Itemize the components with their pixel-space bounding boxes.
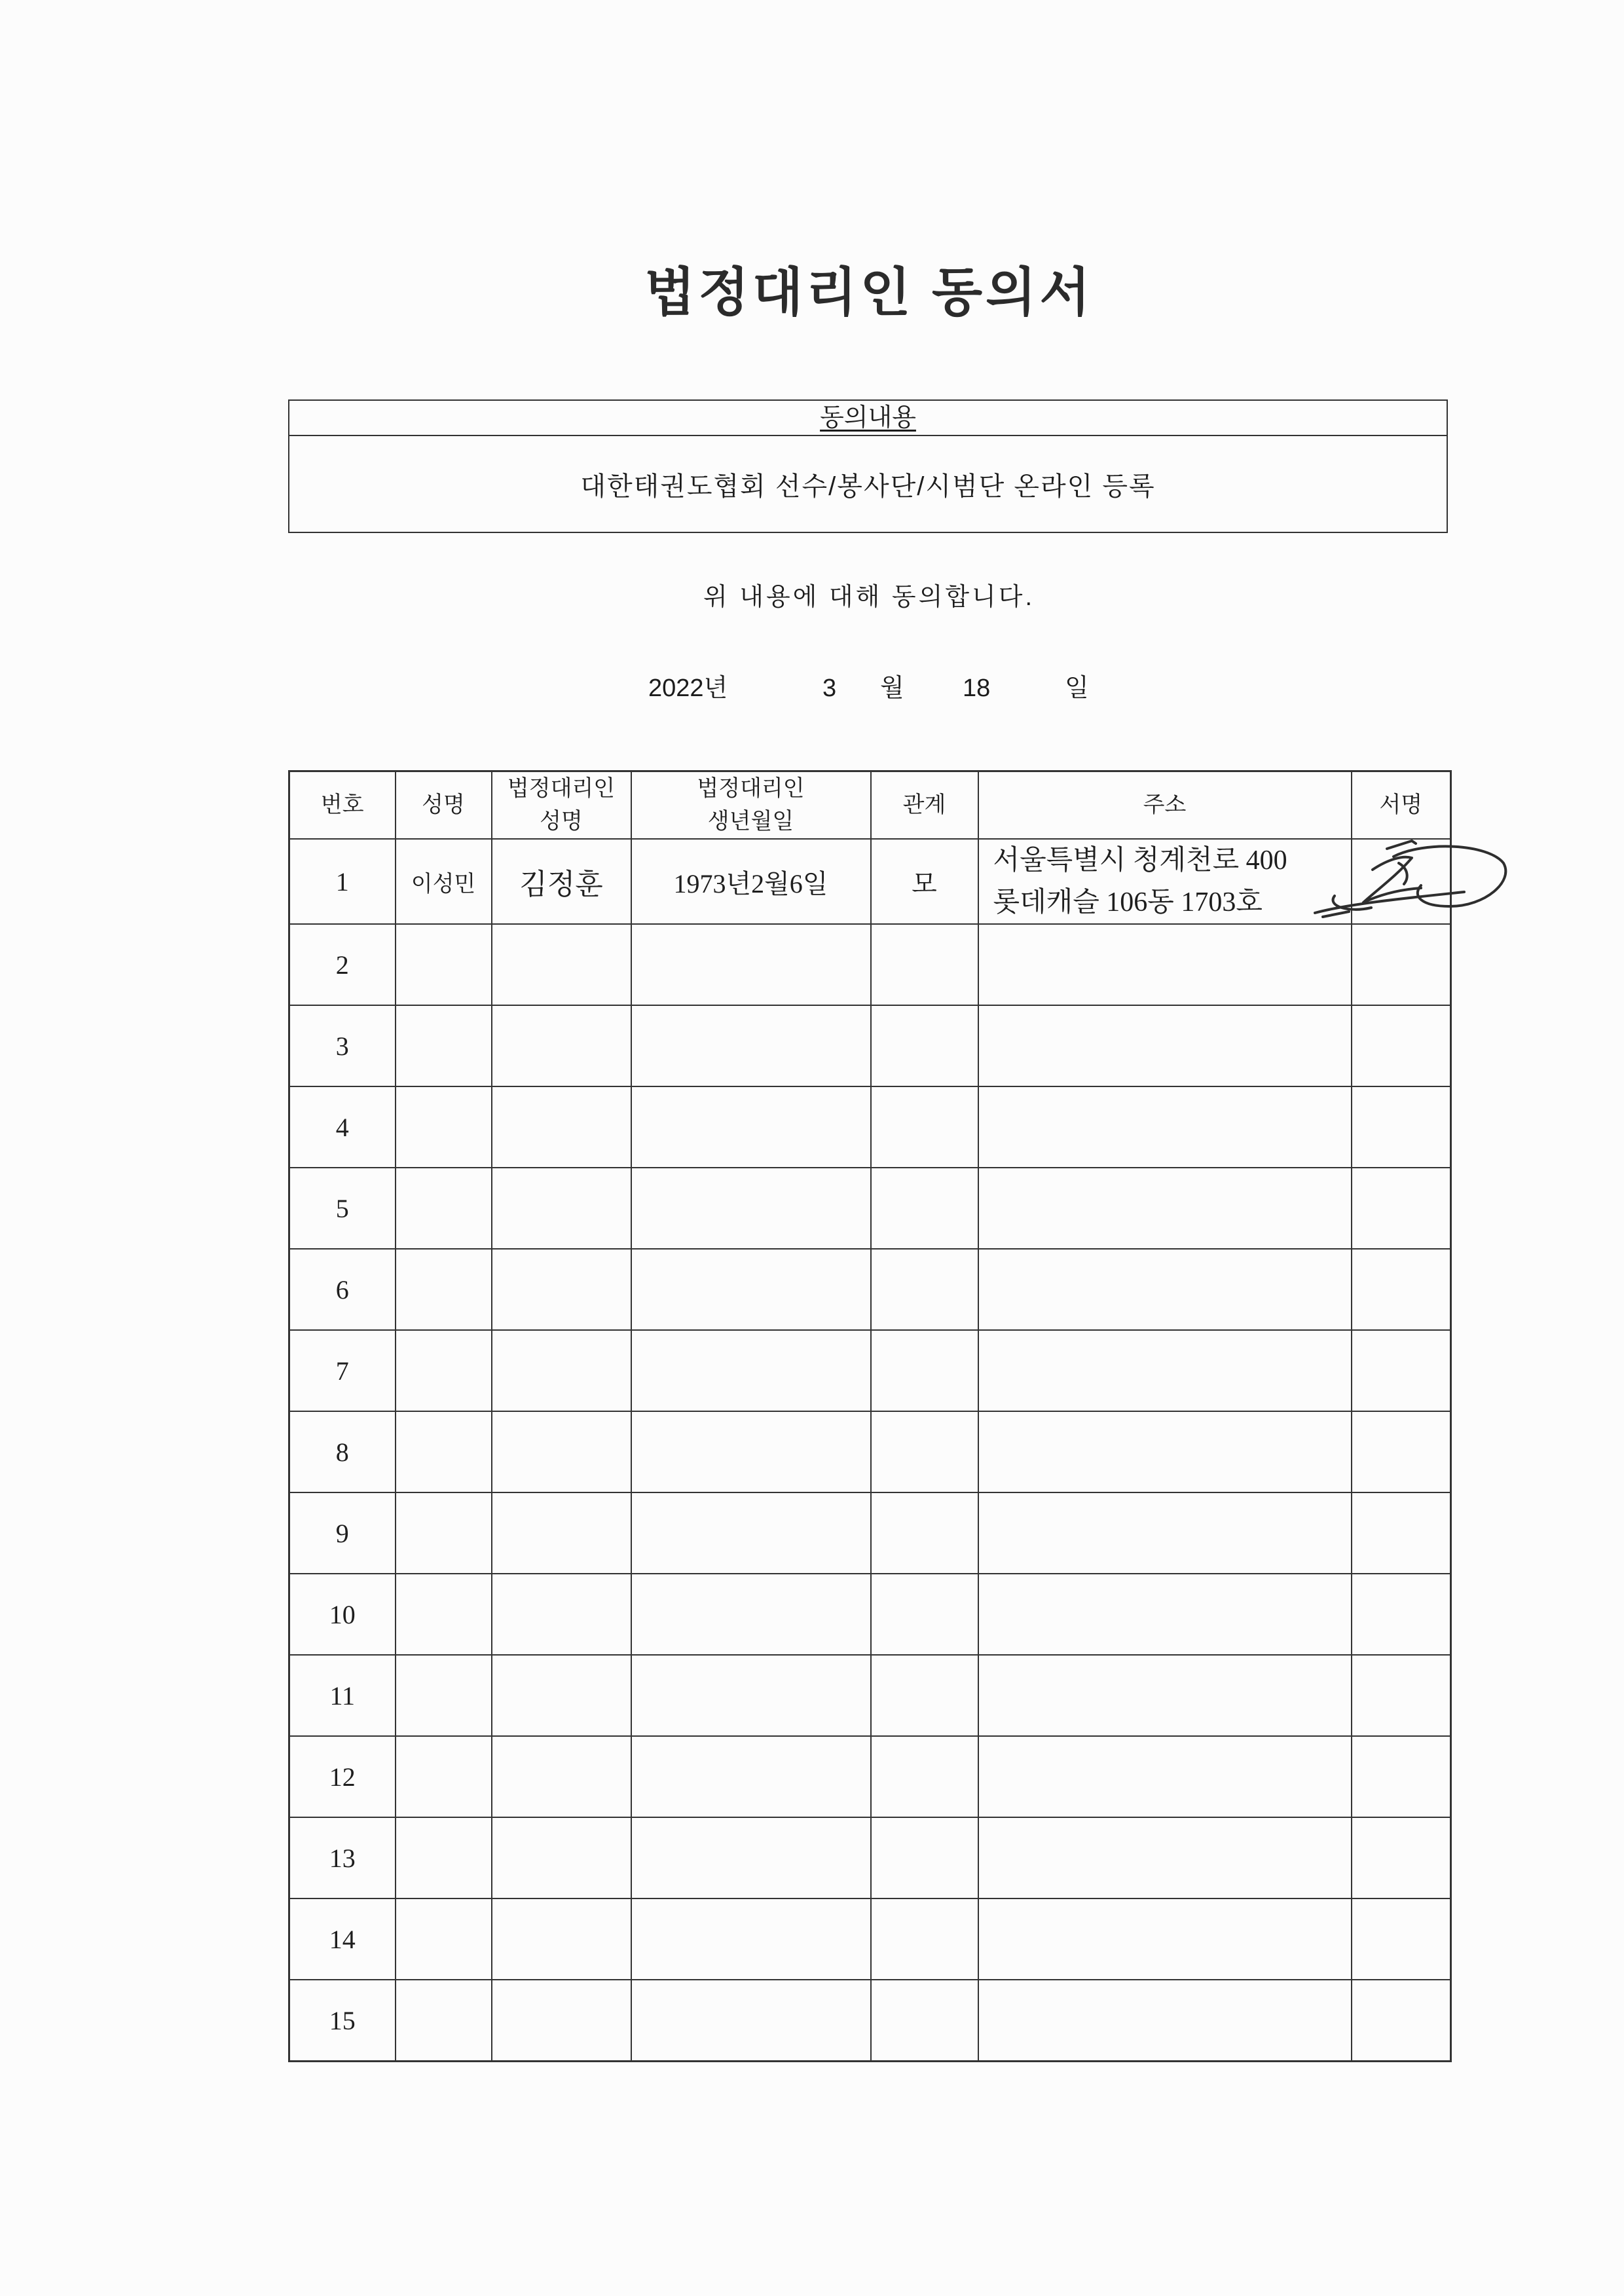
cell-address	[978, 1492, 1352, 1574]
cell-relation	[871, 1817, 978, 1898]
cell-guardian-name	[492, 1898, 631, 1980]
table-row	[289, 1898, 1451, 1980]
header-guardian-birthdate-line2: 생년월일	[707, 809, 794, 834]
table-row	[289, 1005, 1451, 1086]
header-guardian-birthdate	[631, 771, 871, 840]
cell-number: 8	[289, 1411, 396, 1492]
cell-relation	[871, 1980, 978, 2062]
cell-relation	[871, 1005, 978, 1086]
cell-signature	[1352, 1330, 1451, 1411]
cell-signature	[1352, 1898, 1451, 1980]
header-name	[396, 771, 492, 840]
header-guardian-name-line2: 성명	[540, 809, 583, 834]
header-number-label: 번호	[320, 792, 364, 817]
cell-guardian-name: 김정훈	[492, 839, 631, 924]
agreement-text: 위 내용에 대해 동의합니다.	[703, 583, 1035, 611]
cell-address	[978, 1736, 1352, 1817]
cell-number: 4	[289, 1086, 396, 1168]
cell-address	[978, 1086, 1352, 1168]
cell-guardian-name	[492, 1655, 631, 1736]
date-day: 18	[963, 675, 991, 702]
cell-signature	[1352, 1249, 1451, 1330]
cell-relation	[871, 1168, 978, 1249]
cell-name	[396, 1736, 492, 1817]
cell-guardian-name	[492, 1086, 631, 1168]
header-number	[289, 771, 396, 840]
address-line-1: 서울특별시 청계천로 400	[993, 845, 1287, 876]
consent-box	[288, 399, 1448, 533]
table-row	[289, 1249, 1451, 1330]
cell-address	[978, 1980, 1352, 2062]
table-row	[289, 1574, 1451, 1655]
cell-relation	[871, 1898, 978, 1980]
date-day-unit: 일	[1065, 675, 1089, 702]
cell-signature	[1352, 924, 1451, 1005]
cell-address	[978, 924, 1352, 1005]
cell-number: 5	[289, 1168, 396, 1249]
cell-address	[978, 1249, 1352, 1330]
cell-guardian-name	[492, 1411, 631, 1492]
cell-number: 11	[289, 1655, 396, 1736]
cell-address	[978, 1817, 1352, 1898]
cell-guardian-birthdate	[631, 1817, 871, 1898]
cell-number: 3	[289, 1005, 396, 1086]
table-row	[289, 1411, 1451, 1492]
header-guardian-name-line1: 법정대리인	[507, 776, 616, 801]
cell-guardian-birthdate	[631, 1980, 871, 2062]
cell-name	[396, 1574, 492, 1655]
cell-guardian-name	[492, 1005, 631, 1086]
cell-name	[396, 1817, 492, 1898]
cell-relation	[871, 1574, 978, 1655]
cell-address	[978, 1655, 1352, 1736]
cell-name: 이성민	[396, 839, 492, 924]
cell-relation	[871, 1411, 978, 1492]
cell-name	[396, 1492, 492, 1574]
cell-guardian-birthdate	[631, 924, 871, 1005]
cell-relation	[871, 1330, 978, 1411]
cell-address	[978, 1005, 1352, 1086]
cell-signature	[1352, 1655, 1451, 1736]
cell-number: 6	[289, 1249, 396, 1330]
date-month: 3	[822, 675, 837, 702]
cell-guardian-birthdate	[631, 1249, 871, 1330]
cell-name	[396, 1330, 492, 1411]
cell-guardian-name	[492, 1817, 631, 1898]
consent-box-header	[289, 401, 1447, 436]
header-signature-label: 서명	[1379, 792, 1423, 817]
cell-guardian-name	[492, 924, 631, 1005]
cell-signature	[1352, 1086, 1451, 1168]
cell-number: 1	[289, 839, 396, 924]
cell-address	[978, 1574, 1352, 1655]
cell-guardian-name	[492, 1492, 631, 1574]
address-line-2: 롯데캐슬 106동 1703호	[993, 887, 1263, 917]
cell-number: 2	[289, 924, 396, 1005]
cell-guardian-birthdate	[631, 1086, 871, 1168]
header-guardian-birthdate-line1: 법정대리인	[697, 776, 805, 801]
cell-signature	[1352, 1168, 1451, 1249]
cell-guardian-birthdate: 1973년2월6일	[631, 839, 871, 924]
cell-guardian-birthdate	[631, 1005, 871, 1086]
cell-relation: 모	[871, 839, 978, 924]
table-row	[289, 1736, 1451, 1817]
header-address	[978, 771, 1352, 840]
cell-signature	[1352, 1736, 1451, 1817]
cell-number: 10	[289, 1574, 396, 1655]
consent-roster-table	[288, 770, 1452, 2062]
cell-name	[396, 1411, 492, 1492]
cell-relation	[871, 924, 978, 1005]
date-month-unit: 월	[880, 675, 904, 702]
table-row	[289, 839, 1451, 924]
table-row	[289, 1330, 1451, 1411]
header-guardian-name	[492, 771, 631, 840]
cell-guardian-name	[492, 1980, 631, 2062]
table-header-row	[289, 771, 1451, 840]
consent-header-label: 동의내용	[820, 404, 916, 432]
table-row	[289, 1655, 1451, 1736]
cell-name	[396, 1249, 492, 1330]
table-row	[289, 1086, 1451, 1168]
cell-address	[978, 1411, 1352, 1492]
cell-guardian-birthdate	[631, 1411, 871, 1492]
header-address-label: 주소	[1143, 792, 1187, 817]
cell-relation	[871, 1655, 978, 1736]
cell-signature	[1352, 1492, 1451, 1574]
signature-image	[1310, 829, 1513, 927]
cell-name	[396, 924, 492, 1005]
cell-signature	[1352, 1574, 1451, 1655]
cell-address	[978, 1898, 1352, 1980]
header-name-label: 성명	[422, 792, 465, 817]
cell-number: 7	[289, 1330, 396, 1411]
cell-guardian-name	[492, 1249, 631, 1330]
cell-name	[396, 1980, 492, 2062]
header-relation	[871, 771, 978, 840]
cell-number: 9	[289, 1492, 396, 1574]
table-row	[289, 1980, 1451, 2062]
cell-name	[396, 1086, 492, 1168]
cell-guardian-name	[492, 1736, 631, 1817]
cell-address	[978, 839, 1352, 924]
table-row	[289, 924, 1451, 1005]
cell-name	[396, 1655, 492, 1736]
cell-signature	[1352, 1411, 1451, 1492]
cell-name	[396, 1898, 492, 1980]
cell-relation	[871, 1492, 978, 1574]
cell-address	[978, 1168, 1352, 1249]
cell-name	[396, 1168, 492, 1249]
table-row	[289, 1492, 1451, 1574]
cell-guardian-birthdate	[631, 1574, 871, 1655]
table-row	[289, 1817, 1451, 1898]
cell-signature	[1352, 1980, 1451, 2062]
cell-guardian-birthdate	[631, 1168, 871, 1249]
table-row	[289, 1168, 1451, 1249]
cell-relation	[871, 1249, 978, 1330]
document-title: 법정대리인 동의서	[644, 263, 1094, 322]
consent-content: 대한태권도협회 선수/봉사단/시범단 온라인 등록	[580, 472, 1156, 501]
header-relation-label: 관계	[902, 792, 946, 817]
cell-relation	[871, 1086, 978, 1168]
date-year: 2022년	[648, 675, 728, 702]
cell-guardian-birthdate	[631, 1655, 871, 1736]
cell-guardian-name	[492, 1168, 631, 1249]
cell-number: 14	[289, 1898, 396, 1980]
cell-guardian-birthdate	[631, 1898, 871, 1980]
cell-guardian-name	[492, 1574, 631, 1655]
cell-guardian-birthdate	[631, 1492, 871, 1574]
cell-signature	[1352, 1005, 1451, 1086]
cell-guardian-birthdate	[631, 1330, 871, 1411]
cell-guardian-birthdate	[631, 1736, 871, 1817]
cell-guardian-name	[492, 1330, 631, 1411]
cell-number: 15	[289, 1980, 396, 2062]
cell-name	[396, 1005, 492, 1086]
cell-relation	[871, 1736, 978, 1817]
cell-address	[978, 1330, 1352, 1411]
cell-number: 13	[289, 1817, 396, 1898]
cell-number: 12	[289, 1736, 396, 1817]
cell-signature	[1352, 1817, 1451, 1898]
